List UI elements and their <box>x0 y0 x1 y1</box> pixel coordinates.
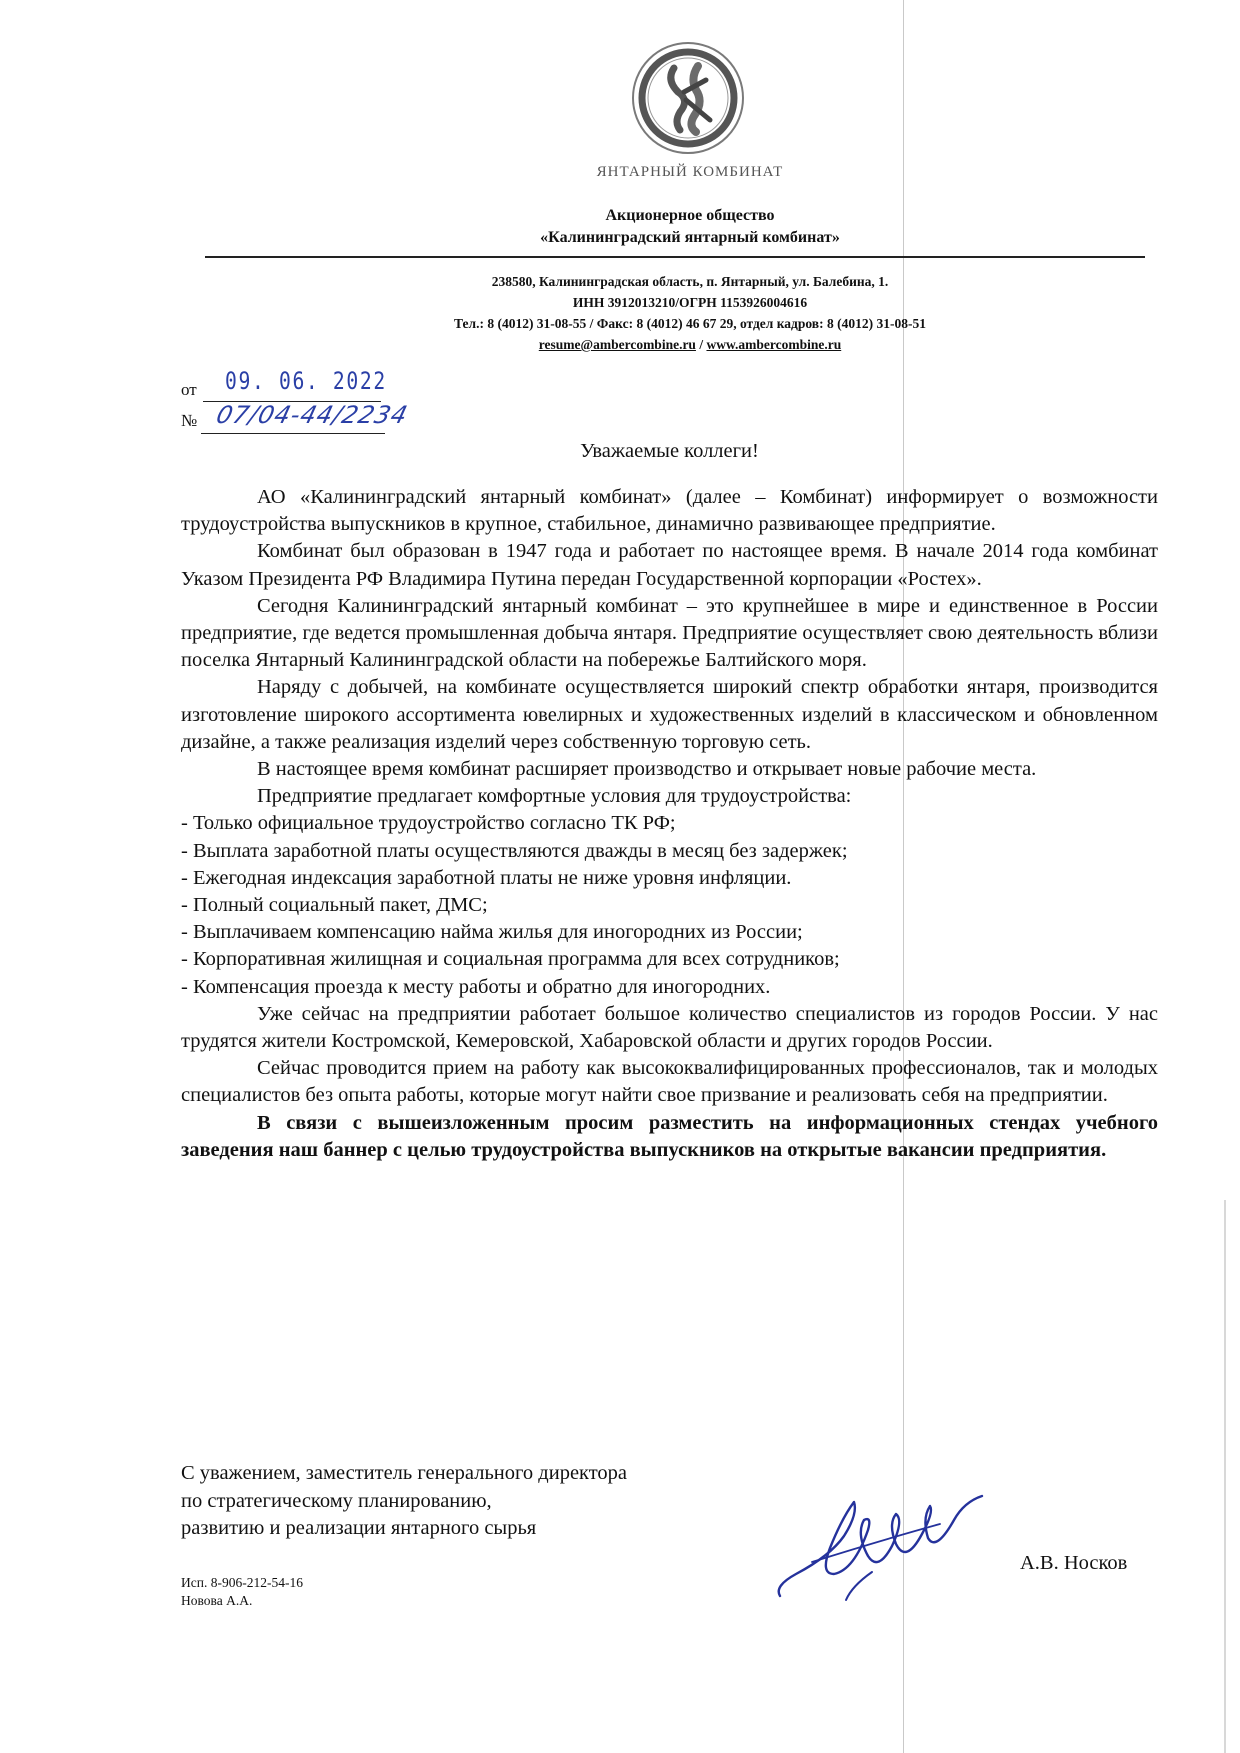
company-logo <box>630 40 746 156</box>
org-type: Акционерное общество <box>605 207 775 224</box>
inn-ogrn: ИНН 3912013210/ОГРН 1153926004616 <box>572 295 808 310</box>
handwritten-signature <box>772 1490 1012 1602</box>
salutation: Уважаемые коллеги! <box>580 440 759 462</box>
paragraph: В настоящее время комбинат расширяет производство и открывает новые рабочие места. <box>257 758 1037 781</box>
closing-line: по стратегическому планированию, <box>181 1489 492 1512</box>
number-label: № <box>181 411 198 430</box>
executor-block <box>181 1574 303 1610</box>
web-links <box>300 334 1080 355</box>
date-handwritten: 09. 06. 2022 <box>225 367 387 395</box>
email-link[interactable]: resume@ambercombine.ru <box>538 337 696 352</box>
number-handwritten: 07/04-44/2234 <box>213 401 412 429</box>
condition-item: - Ежегодная индексация заработной платы не ниже уровня инфляции. <box>181 866 792 889</box>
website-link[interactable]: www.ambercombine.ru <box>706 337 842 352</box>
request-paragraph: В связи с вышеизложенным просим разместить на информационных стендах учебного заведения наш баннер с целью трудоустройства выпускников на открытые вакансии предприятия. <box>181 1111 1158 1161</box>
paragraph: Уже сейчас на предприятии работает большое количество специалистов из городов России. У нас трудятся жители Костромской, Кемеровской, Хабаровской области и других городов России. <box>181 1002 1158 1053</box>
letter-body <box>181 484 1158 1164</box>
paragraph: Сегодня Калининградский янтарный комбинат – это крупнейшее в мире и единственное в России предприятие, где ведется промышленная добыча янтаря. Предприятие осуществляет свою деятельность вблизи поселка Янтарный Калининградской области на побережье Балтийского моря. <box>181 594 1158 672</box>
condition-item: - Полный социальный пакет, ДМС; <box>181 894 488 917</box>
number-underline <box>201 433 385 434</box>
condition-item: - Компенсация проезда к месту работы и обратно для иногородних. <box>181 975 771 998</box>
logo-caption: ЯНТАРНЫЙ КОМБИНАТ <box>596 164 784 180</box>
registration-block <box>181 365 441 440</box>
closing-line: развитию и реализации янтарного сырья <box>181 1517 537 1539</box>
executor-name: Новова А.А. <box>181 1593 253 1608</box>
executor-phone: Исп. 8-906-212-54-16 <box>181 1575 303 1590</box>
address: 238580, Калининградская область, п. Янтарный, ул. Балебина, 1. <box>491 274 889 289</box>
paragraph: Предприятие предлагает комфортные условия для трудоустройства: <box>257 785 852 808</box>
condition-item: - Выплачиваем компенсацию найма жилья для иногородних из России; <box>181 921 803 944</box>
paragraph: Сейчас проводится прием на работу как высококвалифицированных профессионалов, так и молодых специалистов без опыта работы, которые могут найти свое призвание и реализовать себя на предприятии. <box>181 1057 1158 1107</box>
signer-name: А.В. Носков <box>1020 1552 1128 1574</box>
header-divider <box>205 256 1145 258</box>
paragraph: Наряду с добычей, на комбинате осуществляется широкий спектр обработки янтаря, производится изготовление широкого ассортимента ювелирных и художественных изделий в классическом и обновленном дизайне, а также реализация изделий через собственную торговую сеть. <box>181 676 1158 753</box>
org-title: «Калининградский янтарный комбинат» <box>540 229 840 246</box>
paragraph: Комбинат был образован в 1947 года и работает по настоящее время. В начале 2014 года комбинат Указом Президента РФ Владимира Путина передан Государственной корпорации «Ростех». <box>181 540 1158 590</box>
contact-block <box>300 271 1080 355</box>
phones: Тел.: 8 (4012) 31-08-55 / Факс: 8 (4012) 46 67 29, отдел кадров: 8 (4012) 31-08-51 <box>454 316 926 331</box>
condition-item: - Только официальное трудоустройство согласно ТК РФ; <box>181 812 676 835</box>
link-separator: / <box>695 337 707 352</box>
condition-item: - Выплата заработной платы осуществляются дважды в месяц без задержек; <box>181 839 848 862</box>
paragraph: АО «Калининградский янтарный комбинат» (далее – Комбинат) информирует о возможности трудоустройства выпускников в крупное, стабильное, динамично развивающее предприятие. <box>181 486 1158 536</box>
closing-line: С уважением, заместитель генерального директора <box>181 1462 628 1484</box>
condition-item: - Корпоративная жилищная и социальная программа для всех сотрудников; <box>181 948 840 971</box>
scan-edge-line <box>1224 1200 1226 1753</box>
closing-block <box>181 1460 781 1543</box>
date-label: от <box>181 380 197 399</box>
organization-name <box>300 205 1080 249</box>
